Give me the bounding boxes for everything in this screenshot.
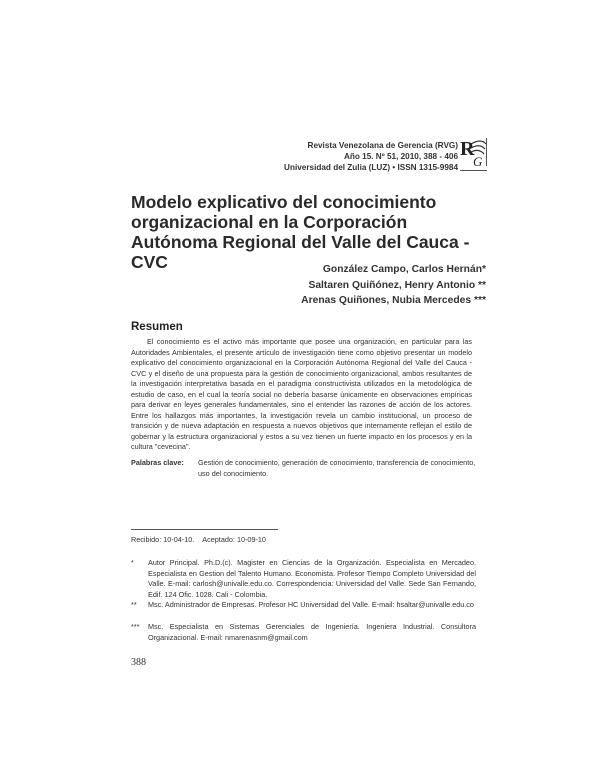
logo-letter-r: R <box>460 138 475 160</box>
page-number: 388 <box>131 657 146 668</box>
footnote-text: Msc. Especialista en Sistemas Gerenciales de Ingeniería. Ingeniera Industrial. Consultora Organizacional. E-mail: nmarenasnm@gmail.com <box>148 622 476 642</box>
article-title: Modelo explicativo del conocimiento organizacional en la Corporación Autónoma Regional del Valle del Cauca - CVC <box>131 192 470 272</box>
journal-name: Revista Venezolana de Gerencia (RVG) <box>307 141 458 150</box>
accepted-date: Aceptado: 10-09-10 <box>202 535 266 544</box>
keywords-label: Palabras clave: <box>131 458 184 467</box>
author-2: Saltaren Quiñónez, Henry Antonio ** <box>308 279 486 291</box>
footnote-divider <box>131 529 278 530</box>
received-date: Recibido: 10-04-10. <box>131 535 195 544</box>
footnote-text: Autor Principal. Ph.D.(c). Magister en Ciencias de la Organización. Especialista en Mercadeo. Especialista en Gestion del Talento Humano. Economista. Profesor Tiempo Completo Universidad del Valle. E-mail: carlosh@univalle.edu.co. Correspondencia: Universidad del Valle. Sede San Fernando, Edif. 124 Ofic. 1028. Cali - Colombia. <box>148 558 476 599</box>
footnote-mark: * <box>131 558 134 567</box>
footnote-3 <box>131 622 476 643</box>
keywords <box>131 458 476 479</box>
footnote-1 <box>131 558 476 600</box>
abstract-body: El conocimiento es el activo más importante que posee una organización, en particular para las Autoridades Ambientales, el presente artículo de investigación tiene como objetivo presentar un modelo explicativo del conocimiento organizacional en la Corporación Autónoma Regional del Valle del Cauca - CVC y el diseño de una propuesta para la gestión de conocimiento organizacional, ambos resultantes de la investigación interpretativa basada en el paradigma constructivista utilizados en la metodológica de estudio de caso, en el cual la teoría social no debería basarse únicamente en observaciones empíricas para derivar en leyes generales fundamentales, sino el entender las razones de acción de los actores. Entre los hallazgos más importantes, la investigación revela un cambio institucional, un proceso de transición y de nueva adaptación en respuesta a nuevos objetivos que internamente reflejan el estilo de gobernar y la estructura organizacional y estos a su vez tienen un fuerte impacto en los procesos y en la cultura "cevecina". <box>131 337 472 451</box>
logo-letter-g: G <box>473 154 483 169</box>
author-1: González Campo, Carlos Hernán* <box>322 264 486 275</box>
journal-issue: Año 15. Nº 51, 2010, 388 - 406 <box>343 152 458 161</box>
abstract-heading: Resumen <box>131 321 183 333</box>
submission-dates <box>131 535 266 544</box>
author-3: Arenas Quiñones, Nubia Mercedes *** <box>301 295 486 306</box>
journal-issn: Universidad del Zulia (LUZ) • ISSN 1315-9984 <box>284 163 458 172</box>
journal-header <box>284 140 458 173</box>
author-list <box>301 262 486 309</box>
keywords-text: Gestión de conocimiento, generación de conocimiento, transferencia de conocimiento, uso del conocimiento. <box>198 458 476 478</box>
journal-logo <box>459 134 489 174</box>
footnote-text: Msc. Administrador de Empresas. Profesor HC Universidad del Valle. E-mail: hsaltar@univalle.edu.co <box>148 600 474 609</box>
footnote-2 <box>131 600 476 611</box>
footnote-mark: ** <box>131 600 137 609</box>
footnote-mark: *** <box>131 622 140 631</box>
